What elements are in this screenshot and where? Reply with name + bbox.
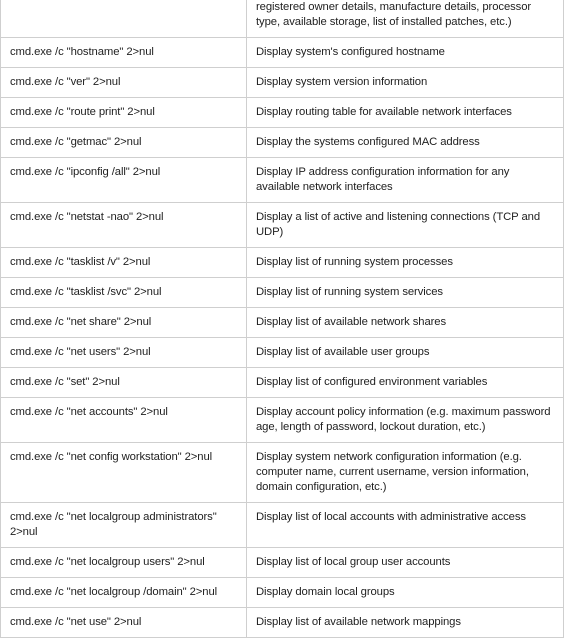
description-cell: Display system's configured hostname xyxy=(247,38,564,68)
table-row xyxy=(1,68,564,98)
description-cell: Display list of running system processes xyxy=(247,248,564,278)
description-cell: Display list of available network mappings xyxy=(247,608,564,638)
description-cell: registered owner details, manufacture details, processor type, available storage, list of installed patches, etc.) xyxy=(247,0,564,38)
command-cell: cmd.exe /c "net localgroup administrators" 2>nul xyxy=(1,503,247,548)
table-row xyxy=(1,38,564,68)
description-cell: Display system network configuration information (e.g. computer name, current username, version information, domain configuration, etc.) xyxy=(247,443,564,503)
command-cell: cmd.exe /c "netstat -nao" 2>nul xyxy=(1,203,247,248)
command-cell: cmd.exe /c "ver" 2>nul xyxy=(1,68,247,98)
command-cell: cmd.exe /c "getmac" 2>nul xyxy=(1,128,247,158)
table-row xyxy=(1,578,564,608)
commands-table-body xyxy=(1,0,564,638)
description-cell: Display list of available network shares xyxy=(247,308,564,338)
description-cell: Display domain local groups xyxy=(247,578,564,608)
command-cell: cmd.exe /c "net users" 2>nul xyxy=(1,338,247,368)
description-cell: Display system version information xyxy=(247,68,564,98)
command-cell xyxy=(1,0,247,38)
command-cell: cmd.exe /c "tasklist /svc" 2>nul xyxy=(1,278,247,308)
table-row xyxy=(1,158,564,203)
table-row xyxy=(1,398,564,443)
table-row xyxy=(1,338,564,368)
description-cell: Display a list of active and listening connections (TCP and UDP) xyxy=(247,203,564,248)
table-row xyxy=(1,548,564,578)
table-row xyxy=(1,368,564,398)
command-cell: cmd.exe /c "set" 2>nul xyxy=(1,368,247,398)
table-row xyxy=(1,608,564,638)
command-cell: cmd.exe /c "route print" 2>nul xyxy=(1,98,247,128)
command-cell: cmd.exe /c "hostname" 2>nul xyxy=(1,38,247,68)
table-row xyxy=(1,248,564,278)
description-cell: Display list of running system services xyxy=(247,278,564,308)
table-row xyxy=(1,98,564,128)
description-cell: Display list of available user groups xyxy=(247,338,564,368)
description-cell: Display IP address configuration information for any available network interfaces xyxy=(247,158,564,203)
command-cell: cmd.exe /c "net localgroup /domain" 2>nul xyxy=(1,578,247,608)
command-cell: cmd.exe /c "ipconfig /all" 2>nul xyxy=(1,158,247,203)
command-cell: cmd.exe /c "net localgroup users" 2>nul xyxy=(1,548,247,578)
command-cell: cmd.exe /c "net accounts" 2>nul xyxy=(1,398,247,443)
description-cell: Display the systems configured MAC address xyxy=(247,128,564,158)
command-cell: cmd.exe /c "net config workstation" 2>nul xyxy=(1,443,247,503)
table-row xyxy=(1,128,564,158)
command-cell: cmd.exe /c "net share" 2>nul xyxy=(1,308,247,338)
description-cell: Display list of local group user accounts xyxy=(247,548,564,578)
command-cell: cmd.exe /c "net use" 2>nul xyxy=(1,608,247,638)
table-row xyxy=(1,0,564,38)
table-row xyxy=(1,443,564,503)
command-cell: cmd.exe /c "tasklist /v" 2>nul xyxy=(1,248,247,278)
table-row xyxy=(1,203,564,248)
description-cell: Display account policy information (e.g. maximum password age, length of password, lockout duration, etc.) xyxy=(247,398,564,443)
description-cell: Display list of configured environment variables xyxy=(247,368,564,398)
description-cell: Display routing table for available network interfaces xyxy=(247,98,564,128)
description-cell: Display list of local accounts with administrative access xyxy=(247,503,564,548)
table-row xyxy=(1,308,564,338)
table-row xyxy=(1,503,564,548)
table-row xyxy=(1,278,564,308)
